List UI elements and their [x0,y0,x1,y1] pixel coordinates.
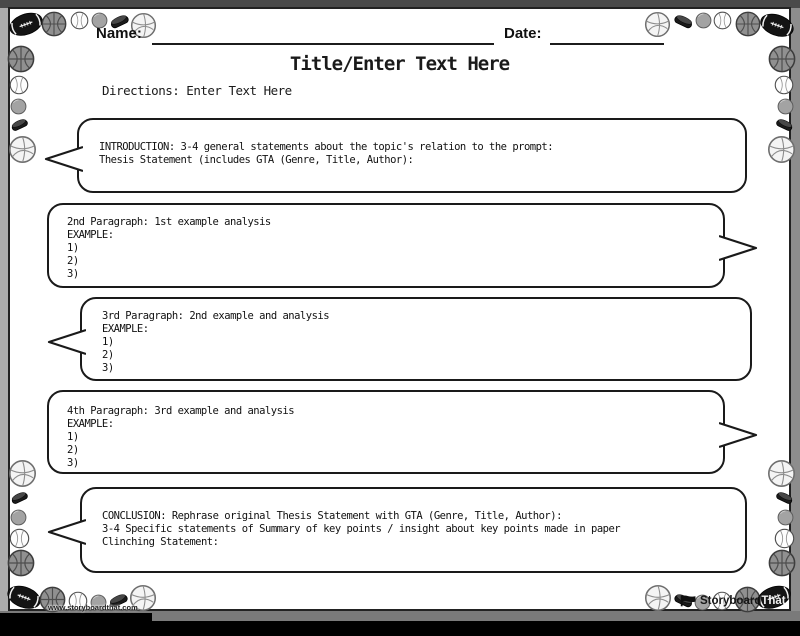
date-label: Date: [504,25,542,42]
bubble-text-line: 3) [67,457,79,469]
bubble-tail [719,233,759,263]
worksheet-page [8,7,791,611]
bubble-text-line: 2nd Paragraph: 1st example analysis [67,216,271,228]
bubble-text-line: 3) [102,362,114,374]
bubble-third-paragraph[interactable] [80,297,752,381]
bubble-text-line: EXAMPLE: [102,323,149,335]
directions-text[interactable]: Directions: Enter Text Here [102,83,292,98]
bubble-tail [46,517,86,547]
window-frame-bottom-bar [0,621,800,636]
brand-name: StoryboardThat [700,594,786,607]
bubble-fourth-paragraph[interactable] [47,390,725,474]
worksheet-title[interactable]: Title/Enter Text Here [289,53,510,75]
bubble-tail [719,420,759,450]
storyboardthat-logo[interactable] [680,593,786,608]
bubble-text-line: 2) [67,444,79,456]
bubble-tail [43,144,83,174]
bubble-text-line: 1) [67,242,79,254]
window-frame-left [0,8,8,614]
bubble-text-line: 3rd Paragraph: 2nd example and analysis [102,310,330,322]
worksheet-content [10,9,789,612]
bubble-text-line: 3) [67,268,79,280]
bubble-text-line: 1) [67,431,79,443]
bubble-text-line: 1) [102,336,114,348]
bubble-text-line: 4th Paragraph: 3rd example and analysis [67,405,295,417]
bubble-tail [46,327,86,357]
date-input-line[interactable] [550,25,664,45]
bubble-text-line: Thesis Statement (includes GTA (Genre, Title, Author): [99,154,414,166]
bubble-second-paragraph[interactable] [47,203,725,288]
name-input-line[interactable] [152,25,494,45]
bubble-text-line: CONCLUSION: Rephrase original Thesis Statement with GTA (Genre, Title, Author): [102,510,562,522]
watermark-url: www.storyboardthat.com [48,603,138,612]
name-label: Name: [96,25,142,42]
bubble-text-line: EXAMPLE: [67,418,114,430]
bubble-introduction[interactable] [77,118,747,193]
bubble-text-line: INTRODUCTION: 3-4 general statements about the topic's relation to the prompt: [99,141,554,153]
bubble-text-line: EXAMPLE: [67,229,114,241]
bubble-text-line: 3-4 Specific statements of Summary of key points / insight about key points made in paper [102,523,621,535]
bubble-text-line: Clinching Statement: [102,536,219,548]
bubble-conclusion[interactable] [80,487,747,573]
flag-icon [680,593,697,608]
bubble-text-line: 2) [102,349,114,361]
bubble-text-line: 2) [67,255,79,267]
